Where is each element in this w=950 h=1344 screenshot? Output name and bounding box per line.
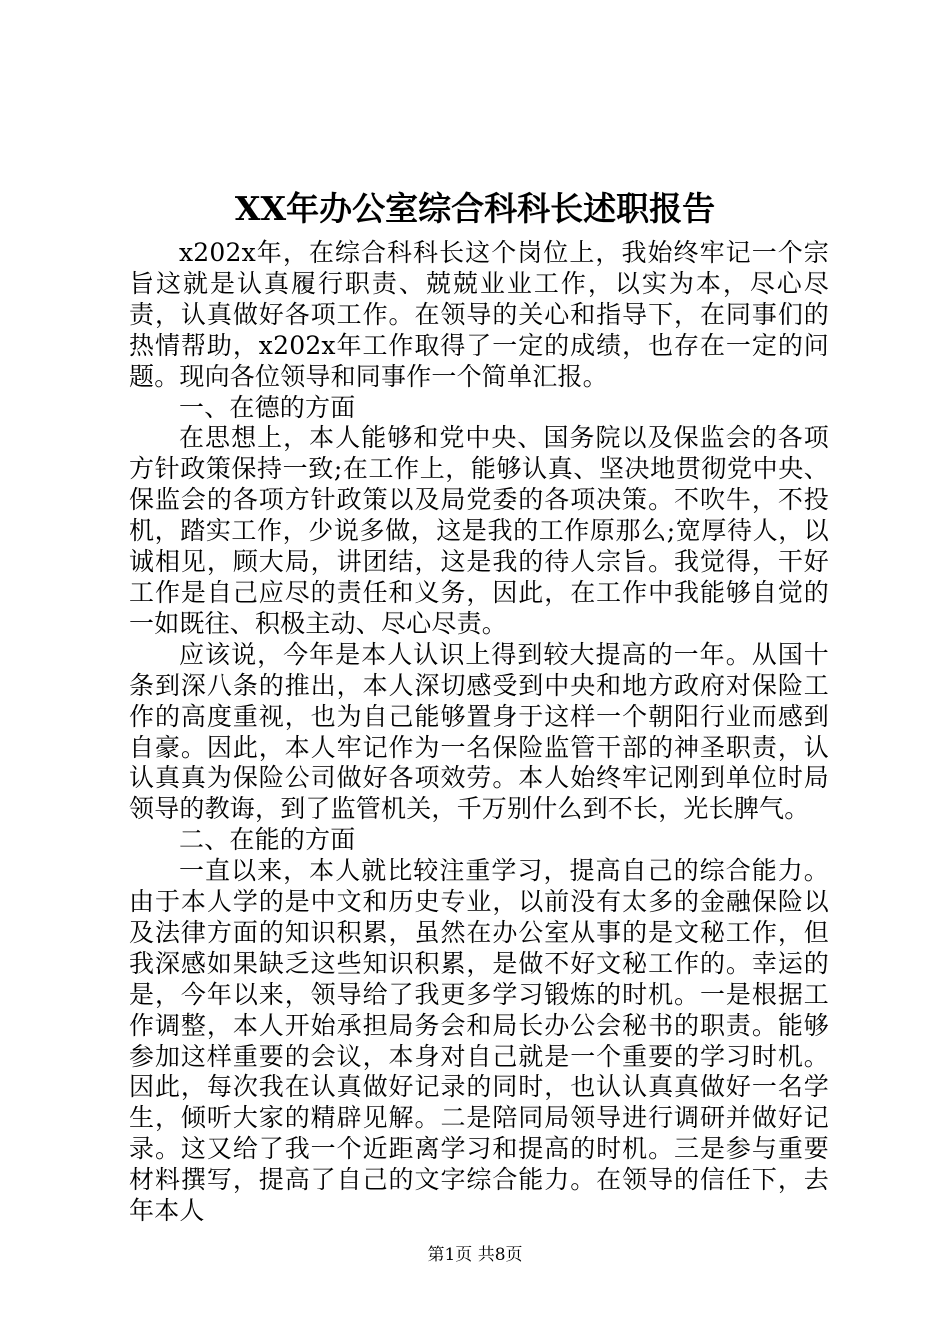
paragraph-intro: x202x年，在综合科科长这个岗位上，我始终牢记一个宗旨这就是认真履行职责、兢兢业业工作，以实为本，尽心尽责，认真做好各项工作。在领导的关心和指导下，在同事们的热情帮助，x202x年工作取得了一定的成绩，也存在一定的问题。现向各位领导和同事作一个简单汇报。	[129, 238, 829, 391]
paragraph-morality: 在思想上，本人能够和党中央、国务院以及保监会的各项方针政策保持一致;在工作上，能够认真、坚决地贯彻党中央、保监会的各项方针政策以及局党委的各项决策。不吹牛，不投机，踏实工作，少说多做，这是我的工作原那么;宽厚待人，以诚相见，顾大局，讲团结，这是我的待人宗旨。我觉得，干好工作是自己应尽的责任和义务，因此，在工作中我能够自觉的一如既往、积极主动、尽心尽责。	[129, 423, 829, 638]
document-body	[129, 238, 829, 1227]
document-title: XX年办公室综合科科长述职报告	[234, 189, 716, 228]
section-heading-morality: 一、在德的方面	[179, 392, 356, 422]
page-footer: 第1页 共8页	[427, 1245, 523, 1265]
paragraph-awareness: 应该说，今年是本人认识上得到较大提高的一年。从国十条到深八条的推出，本人深切感受到中央和地方政府对保险工作的高度重视，也为自己能够置身于这样一个朝阳行业而感到自豪。因此，本人牢记作为一名保险监管干部的神圣职责，认认真真为保险公司做好各项效劳。本人始终牢记刚到单位时局领导的教诲，到了监管机关，千万别什么到不长，光长脾气。	[129, 639, 829, 824]
section-heading-ability: 二、在能的方面	[179, 825, 356, 855]
paragraph-ability: 一直以来，本人就比较注重学习，提高自己的综合能力。由于本人学的是中文和历史专业，以前没有太多的金融保险以及法律方面的知识积累，虽然在办公室从事的是文秘工作，但我深感如果缺乏这些知识积累，是做不好文秘工作的。幸运的是，今年以来，领导给了我更多学习锻炼的时机。一是根据工作调整，本人开始承担局务会和局长办公会秘书的职责。能够参加这样重要的会议，本身对自己就是一个重要的学习时机。因此，每次我在认真做好记录的同时，也认认真真做好一名学生，倾听大家的精辟见解。二是陪同局领导进行调研并做好记录。这又给了我一个近距离学习和提高的时机。三是参与重要材料撰写，提高了自己的文字综合能力。在领导的信任下，去年本人	[129, 856, 829, 1226]
